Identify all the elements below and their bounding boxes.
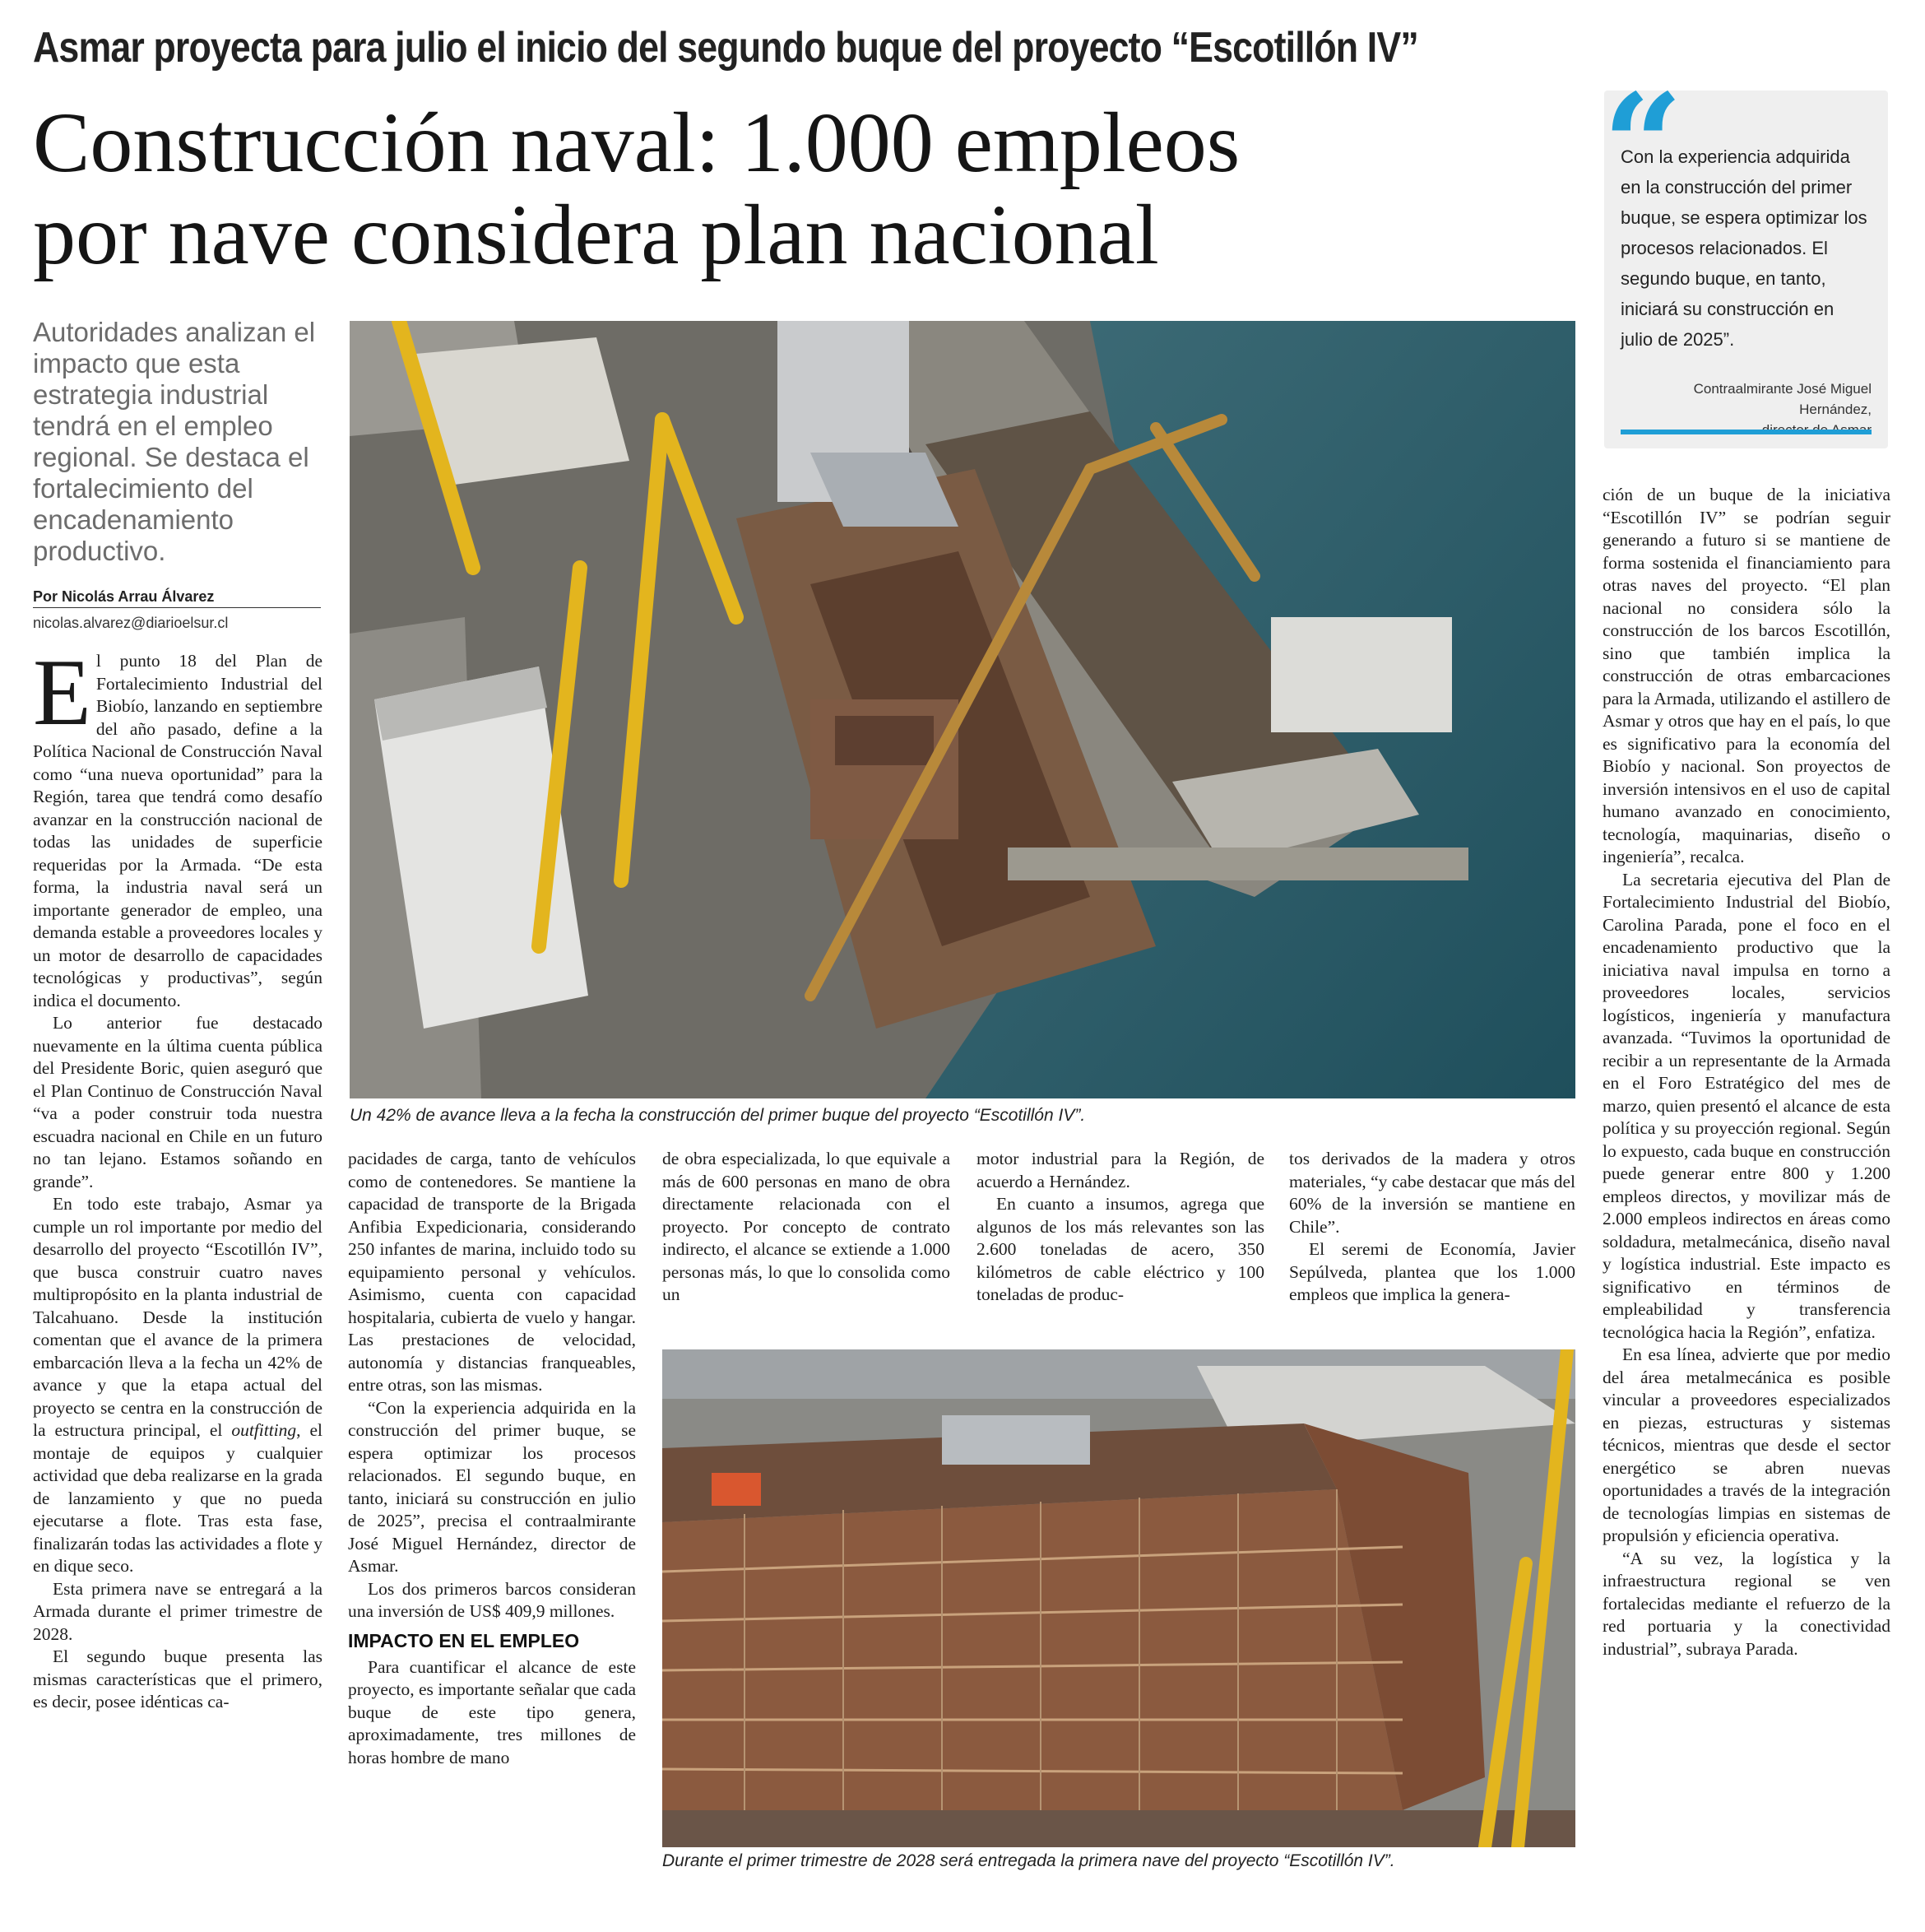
body-text: , el montaje de equipos y cualquier actividad que deba realizarse en la grada de lanzamiento y que no pueda ejecutarse a flote. Tras esta fase, finalizarán todas las actividades a flote y en dique seco. [33, 1420, 322, 1576]
section-heading: IMPACTO EN EL EMPLEO [348, 1629, 580, 1651]
body-paragraph [33, 640, 322, 1012]
body-paragraph: El segundo buque presenta las mismas características que el primero, es decir, posee idénticas ca- [33, 1646, 322, 1711]
body-paragraph: motor industrial para la Región, de acuerdo a Hernández. [976, 1149, 1264, 1191]
body-paragraph: En esa línea, advierte que por medio del área metalmecánica es posible vincular a proveedores especializados en piezas, estructuras y sistemas técnicos, mientras que desde el sector energético se abren nuevas oportunidades a través de la integración de tecnologías limpias en sistemas de propulsión y eficiencia operativa. [1603, 1345, 1890, 1545]
body-paragraph: Lo anterior fue destacado nuevamente en la última cuenta pública del Presidente Boric, quien aseguró que el Plan Continuo de Construcción Naval “va a poder construir toda nuestra escuadra nacional en Chile en un futuro no tan lejano. Estamos soñando en grande”. [33, 1013, 322, 1191]
kicker: Asmar proyecta para julio el inicio del segundo buque del proyecto “Escotillón IV” [33, 24, 1418, 72]
body-paragraph: Los dos primeros barcos consideran una inversión de US$ 409,9 millones. [348, 1578, 636, 1621]
body-column-4 [976, 1148, 1264, 1307]
subhead: Autoridades analizan el impacto que esta estrategia industrial tendrá en el empleo regional. Se destaca el fortalecimiento del encadenamiento productivo. [33, 317, 316, 566]
shipyard-aerial-illustration [350, 321, 1575, 1098]
body-emphasis: outfitting [231, 1420, 297, 1440]
body-text: l punto 18 del Plan de Fortalecimiento Industrial del Biobío, lanzando en septiembre del año pasado, define a la Política Nacional de Construcción Naval como “una nueva oportunidad” para la Región, tarea que tendrá como desafío avanzar en la construcción nacional de todas las unidades de superficie requeridas por la Armada. “De esta forma, la industria naval será un importante generador de empleo, una demanda estable a proveedores locales y un motor de desarrollo de capacidades tecnológicas y productivas”, según indica el documento. [33, 651, 322, 1010]
body-paragraph: de obra especializada, lo que equivale a más de 600 personas en mano de obra directamente relacionada con el proyecto. Por concepto de contrato indirecto, el alcance se extiende a 1.000 personas más, lo que lo consolida como un [662, 1149, 950, 1304]
body-paragraph: pacidades de carga, tanto de vehículos como de contenedores. Se mantiene la capacidad de transporte de la Brigada Anfibia Expedicionaria, considerando 250 infantes de marina, incluido todo su equipamiento personal y vehículos. Asimismo, cuenta con capacidad hospitalaria, cubierta de vuelo y hangar. Las prestaciones de velocidad, autonomía y distancias franqueables, entre otras, son las mismas. [348, 1149, 636, 1395]
top-photo-caption: Un 42% de avance lleva a la fecha la construcción del primer buque del proyecto “Escotillón IV”. [350, 1106, 1086, 1125]
body-paragraph: ción de un buque de la iniciativa “Escotillón IV” se podrían seguir generando a futuro si se mantiene de forma sostenida el financiamiento para otras naves del proyecto. “El plan nacional no considera sólo la construcción de los barcos Escotillón, sino que también implica la construcción de otras embarcaciones para la Armada, utilizando el astillero de Asmar y otros que hay en el país, lo que es significativo para la economía del Biobío y nacional. Son proyectos de inversión intensivos en el uso de capital humano avanzado en conocimiento, tecnología, maquinarias, diseño o ingeniería”, recalca. [1603, 485, 1890, 866]
body-paragraph: “A su vez, la logística y la infraestructura regional se ven fortalecidas mediante el refuerzo de la red portuaria y la conectividad industrial”, subraya Parada. [1603, 1548, 1890, 1659]
quote-mark-icon: “ [1603, 63, 1683, 228]
headline: Construcción naval: 1.000 empleos por nave considera plan nacional [33, 95, 1241, 282]
body-paragraph: La secretaria ejecutiva del Plan de Fortalecimiento Industrial del Biobío, Carolina Parada, pone el foco en el encadenamiento productivo que la iniciativa naval impulsa en torno a proveedores locales, servicios logísticos, ingeniería y manufactura avanzada. “Tuvimos la oportunidad de recibir a un representante de la Armada en el Foro Estratégico del mes de marzo, quien presentó el alcance de esta política y su proyección regional. Según lo expuesto, cada buque en construcción puede generar entre 800 y 1.200 empleos directos, y movilizar más de 2.000 empleos indirectos en áreas como soldadura, metalmecánica, diseño naval y logística industrial. Este impacto es significativo en términos de empleabilidad y transferencia tecnológica hacia la Región”, enfatiza. [1603, 869, 1890, 1342]
body-paragraph: Para cuantificar el alcance de este proyecto, es importante señalar que cada buque de este tipo genera, aproximadamente, tres millones de horas hombre de mano [348, 1656, 636, 1767]
pullquote-rule [1621, 430, 1872, 434]
body-text: En todo este trabajo, Asmar ya cumple un rol importante por medio del desarrollo del proyecto “Escotillón IV”, que busca construir cuatro naves multipropósito en la planta industrial de Talcahuano. Desde la institución comentan que el avance de la primera embarcación lleva a la fecha un 42% de avance y que la etapa actual del proyecto se centra en la construcción de la estructura principal, el [33, 1194, 322, 1440]
body-paragraph: Esta primera nave se entregará a la Armada durante el primer trimestre de 2028. [33, 1578, 322, 1644]
byline-author: Por Nicolás Arrau Álvarez [33, 588, 215, 605]
pullquote-text: Con la experiencia adquirida en la construcción del primer buque, se espera optimizar los procesos relacionados. El segundo buque, en tanto, iniciará su construcción en julio de 2025”. [1621, 146, 1867, 350]
body-column-6 [1603, 484, 1890, 1660]
shipyard-aerial-photo [350, 321, 1575, 1098]
ship-construction-photo [662, 1349, 1575, 1847]
byline [33, 586, 321, 608]
ship-construction-illustration [662, 1349, 1575, 1847]
body-paragraph: tos derivados de la madera y otros materiales, “y cabe destacar que más del 60% de la inversión se mantiene en Chile”. [1289, 1149, 1575, 1237]
body-column-3 [662, 1148, 950, 1307]
body-paragraph: En cuanto a insumos, agrega que algunos de los más relevantes son las 2.600 toneladas de acero, 350 kilómetros de cable eléctrico y 100 toneladas de produc- [976, 1194, 1264, 1304]
body-paragraph: “Con la experiencia adquirida en la construcción del primer buque, se espera optimizar los procesos relacionados. El segundo buque, en tanto, iniciará su construcción en julio de 2025”, precisa el contraalmirante José Miguel Hernández, director de Asmar. [348, 1397, 636, 1576]
body-paragraph [33, 1193, 322, 1578]
bottom-photo-caption: Durante el primer trimestre de 2028 será entregada la primera nave del proyecto “Escotillón IV”. [662, 1851, 1395, 1870]
pullquote-attribution-name: Contraalmirante José Miguel Hernández, [1693, 381, 1872, 417]
author-email: nicolas.alvarez@diarioelsur.cl [33, 615, 229, 631]
body-paragraph: El seremi de Economía, Javier Sepúlveda, plantea que los 1.000 empleos que implica la genera- [1289, 1239, 1575, 1304]
body-column-1 [33, 640, 322, 1714]
drop-cap: E [33, 640, 91, 745]
body-column-2 [348, 1148, 636, 1769]
body-column-5 [1289, 1148, 1575, 1307]
